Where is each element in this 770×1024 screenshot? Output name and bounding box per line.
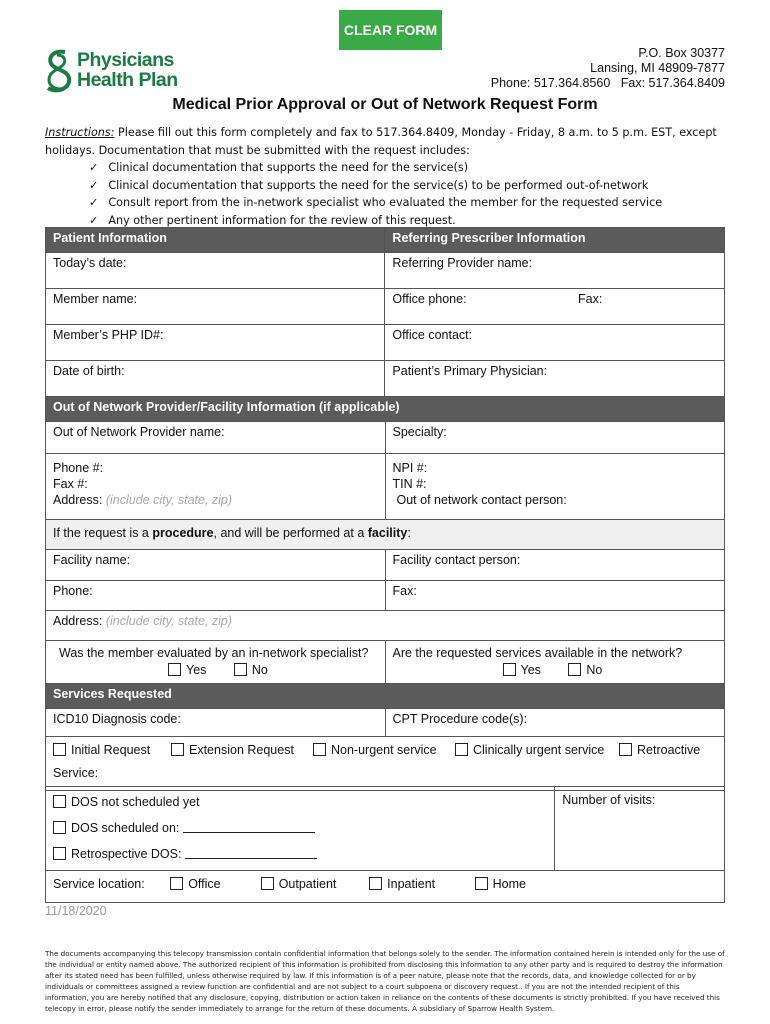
oon-provider-name-field[interactable]: Out of Network Provider name:: [46, 422, 386, 454]
referring-provider-field[interactable]: Referring Provider name:: [385, 253, 725, 289]
address-line-2: Lansing, MI 48909-7877: [590, 61, 725, 75]
facility-address-label: Address:: [53, 614, 103, 628]
logo-line-2: Health Plan: [77, 69, 178, 91]
primary-physician-field[interactable]: Patient’s Primary Physician:: [385, 361, 725, 397]
npi-label: NPI #:: [392, 461, 428, 475]
retro-dos-input[interactable]: [185, 847, 317, 859]
request-type-row: [46, 737, 725, 791]
yes-label: Yes: [186, 663, 207, 677]
facility-phone-field[interactable]: Phone:: [46, 581, 386, 611]
oon-address-label: Address:: [53, 493, 103, 507]
facility-intro-procedure: procedure: [152, 526, 214, 540]
list-item: ✓ Consult report from the in-network specialist who evaluated the member for the requested service: [93, 194, 735, 212]
todays-date-field[interactable]: Today’s date:: [46, 253, 385, 289]
service-location-row: [46, 871, 725, 903]
facility-intro: [46, 520, 725, 550]
out-of-network-table: [45, 396, 725, 791]
fax-label: Fax:: [578, 292, 603, 306]
extension-request-checkbox[interactable]: [171, 743, 184, 756]
dos-not-scheduled-checkbox[interactable]: [53, 795, 66, 808]
revision-date: 11/18/2020: [45, 904, 107, 918]
patient-prescriber-table: [45, 227, 725, 397]
specialist-no-checkbox[interactable]: [234, 663, 247, 676]
plan-address: [491, 46, 725, 91]
yes-label: Yes: [520, 663, 541, 677]
oon-contact-person-label: Out of network contact person:: [396, 493, 567, 507]
initial-request-label: Initial Request: [71, 743, 151, 757]
inpatient-checkbox[interactable]: [369, 877, 382, 890]
prescriber-info-header: Referring Prescriber Information: [385, 228, 725, 253]
list-item: ✓ Clinical documentation that supports the need for the service(s): [93, 159, 735, 177]
availability-question-text: Are the requested services available in the network?: [392, 646, 683, 660]
address-line-1: P.O. Box 30377: [638, 46, 725, 60]
specialist-question: [46, 641, 386, 684]
dos-scheduled-input[interactable]: [183, 821, 315, 833]
facility-address-hint: (include city, state, zip): [105, 614, 233, 628]
available-no-checkbox[interactable]: [568, 663, 581, 676]
service-field[interactable]: Service:: [53, 766, 99, 780]
non-urgent-checkbox[interactable]: [313, 743, 326, 756]
retroactive-checkbox[interactable]: [619, 743, 632, 756]
list-item: ✓ Any other pertinent information for the review of this request.: [93, 212, 735, 230]
office-phone-label: Office phone:: [392, 292, 467, 306]
facility-contact-field[interactable]: Facility contact person:: [385, 550, 725, 581]
form-title: Medical Prior Approval or Out of Network Request Form: [172, 96, 598, 113]
inpatient-label: Inpatient: [387, 877, 436, 891]
service-location-label: Service location:: [53, 877, 145, 891]
specialty-field[interactable]: Specialty:: [385, 422, 725, 454]
member-name-field[interactable]: Member name:: [46, 289, 385, 325]
retro-dos-label: Retrospective DOS:: [71, 847, 182, 861]
instructions: [45, 124, 735, 229]
facility-intro-text: :: [407, 526, 411, 540]
dos-scheduled-label: DOS scheduled on:: [71, 821, 180, 835]
list-item: ✓ Clinical documentation that supports the need for the service(s) to be performed out-of-network: [93, 177, 735, 195]
physicians-health-plan-logo: [43, 48, 193, 96]
facility-address-field[interactable]: [46, 611, 725, 641]
oon-address-hint: (include city, state, zip): [105, 493, 233, 507]
dob-field[interactable]: Date of birth:: [46, 361, 385, 397]
clinically-urgent-label: Clinically urgent service: [473, 743, 605, 757]
facility-intro-facility: facility: [367, 526, 408, 540]
outpatient-label: Outpatient: [278, 877, 337, 891]
confidentiality-notice: The documents accompanying this telecopy transmission contain confidential information that belongs solely to the sender. The information contained herein is intended only for the use of the individual or entity named above. The authorized recipient of this information is prohibited from disclosing this information to any other party and is required to destroy the information after its stated need has been fulfilled, unless otherwise required by law. If this information is of a peer nature, please note that the records, data, and knowledge collected for or by individuals or committees assigned a review function are confidential and are not subject to a court subpoena or discovery request.. If you are not the intended recipient of this information, you are hereby notified that any disclosure, copying, distribution or action taken in reliance on the contents of these documents is strictly prohibited. If you have received this telecopy in error, please notify the sender immediately to arrange for the return of these documents. A subsidiary of Sparrow Health System.: [45, 949, 725, 1013]
oon-fax-label: Fax #:: [53, 477, 88, 491]
facility-fax-field[interactable]: Fax:: [385, 581, 725, 611]
oon-phone-label: Phone #:: [53, 461, 104, 475]
cpt-field[interactable]: CPT Procedure code(s):: [385, 709, 725, 737]
facility-intro-text: If the request is a: [53, 526, 153, 540]
patient-info-header: Patient Information: [46, 228, 385, 253]
specialist-question-text: Was the member evaluated by an in-network specialist?: [59, 646, 369, 660]
home-label: Home: [492, 877, 526, 891]
no-label: No: [251, 663, 268, 677]
retroactive-label: Retroactive: [637, 743, 701, 757]
office-contact-field[interactable]: Office contact:: [385, 325, 725, 361]
available-yes-checkbox[interactable]: [503, 663, 516, 676]
availability-question: [385, 641, 725, 684]
dos-table: [45, 786, 725, 903]
npi-tin-field[interactable]: [385, 454, 725, 520]
non-urgent-label: Non-urgent service: [331, 743, 437, 757]
services-header: Services Requested: [46, 684, 725, 709]
oon-contact-details-field[interactable]: [46, 454, 386, 520]
office-checkbox[interactable]: [170, 877, 183, 890]
instructions-text: Please fill out this form completely and fax to 517.364.8409, Monday - Friday, 8 a.m. to 5 p.m. EST, except holidays. Documentation that must be submitted with the request includes:: [45, 126, 717, 157]
address-line-3: Phone: 517.364.8560 Fax: 517.364.8409: [490, 76, 725, 90]
facility-intro-text: , and will be performed at a: [213, 526, 368, 540]
no-label: No: [586, 663, 603, 677]
icd10-field[interactable]: ICD10 Diagnosis code:: [46, 709, 386, 737]
home-checkbox[interactable]: [475, 877, 488, 890]
oon-header: Out of Network Provider/Facility Information (if applicable): [46, 397, 725, 422]
initial-request-checkbox[interactable]: [53, 743, 66, 756]
clinically-urgent-checkbox[interactable]: [455, 743, 468, 756]
dos-not-scheduled-label: DOS not scheduled yet: [71, 795, 200, 809]
office-phone-fax-field[interactable]: [385, 289, 725, 325]
retro-dos-checkbox[interactable]: [53, 847, 66, 860]
instructions-lead: Instructions:: [45, 126, 115, 139]
facility-name-field[interactable]: Facility name:: [46, 550, 386, 581]
php-id-field[interactable]: Member’s PHP ID#:: [46, 325, 385, 361]
visits-field[interactable]: Number of visits:: [555, 787, 725, 871]
office-label: Office: [188, 877, 221, 891]
documentation-list: [93, 159, 735, 229]
outpatient-checkbox[interactable]: [261, 877, 274, 890]
clear-form-button[interactable]: CLEAR FORM: [339, 10, 442, 50]
dos-scheduled-checkbox[interactable]: [53, 821, 66, 834]
dos-options: [46, 787, 555, 871]
logo-line-1: Physicians: [77, 49, 174, 71]
specialist-yes-checkbox[interactable]: [168, 663, 181, 676]
extension-request-label: Extension Request: [189, 743, 294, 757]
logo-mark-icon: [43, 48, 75, 96]
tin-label: TIN #:: [392, 477, 427, 491]
